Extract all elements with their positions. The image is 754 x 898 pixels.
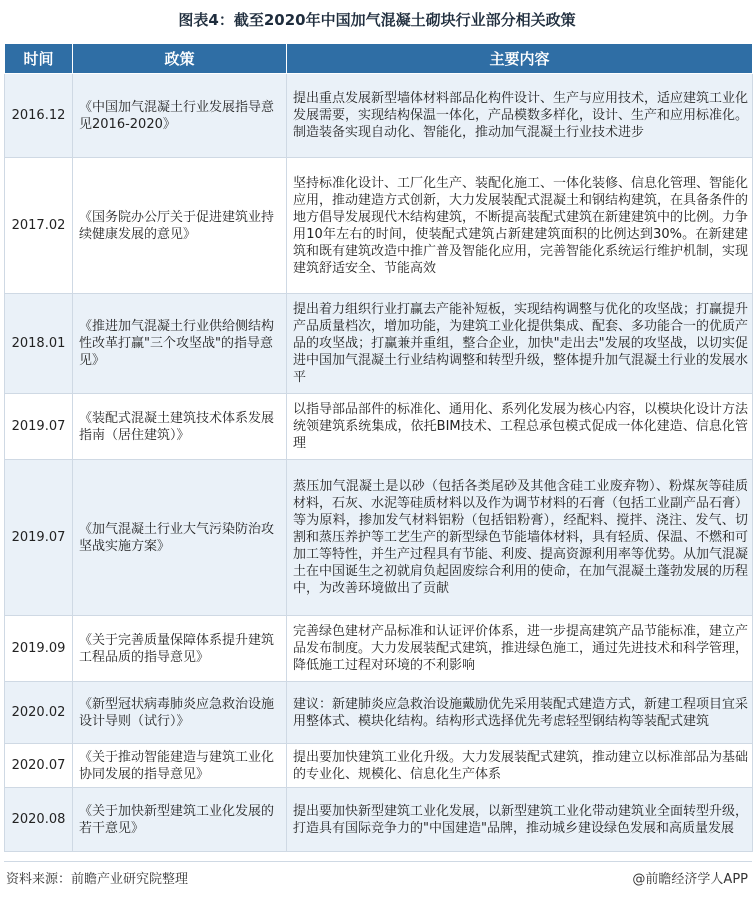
row-content: 以指导部品部件的标准化、通用化、系列化发展为核心内容，以模块化设计方法统领建筑系统集成，依托BIM技术、工程总承包模式促成一体化建造、信息化管理	[287, 394, 753, 460]
header-policy: 政策	[73, 44, 287, 74]
row-content: 提出要加快新型建筑工业化发展，以新型建筑工业化带动建筑业全面转型升级，打造具有国际竞争力的"中国建造"品牌，推动城乡建设绿色发展和高质量发展	[287, 788, 753, 852]
table-row	[5, 394, 753, 460]
brand-credit: @前瞻经济学人APP	[632, 872, 748, 887]
row-time: 2019.07	[5, 394, 73, 460]
row-time: 2020.02	[5, 682, 73, 744]
chart-title: 图表4：截至2020年中国加气混凝土砌块行业部分相关政策	[178, 11, 576, 29]
row-content: 提出重点发展新型墙体材料部品化构件设计、生产与应用技术，适应建筑工业化发展需要，实现结构保温一体化，产品模数多样化，设计、生产和应用标准化。制造装备实现自动化、智能化，推动加气混凝土行业技术进步	[287, 74, 753, 158]
source-note: 资料来源：前瞻产业研究院整理	[6, 872, 189, 887]
row-policy: 《装配式混凝土建筑技术体系发展指南（居住建筑）》	[73, 394, 287, 460]
row-time: 2020.07	[5, 744, 73, 788]
row-policy: 《关于推动智能建造与建筑工业化协同发展的指导意见》	[73, 744, 287, 788]
row-content: 提出着力组织行业打赢去产能补短板，实现结构调整与优化的攻坚战；打赢提升产品质量档次，增加功能，为建筑工业化提供集成、配套、多功能合一的优质产品的攻坚战；打赢兼并重组，整合企业，加快"走出去"发展的攻坚战，以切实促进中国加气混凝土行业结构调整和转型升级，整体提升加气混凝土行业的发展水平	[287, 294, 753, 394]
row-policy: 《新型冠状病毒肺炎应急救治设施设计导则（试行）》	[73, 682, 287, 744]
row-policy: 《加气混凝土行业大气污染防治攻坚战实施方案》	[73, 460, 287, 616]
row-content: 提出要加快建筑工业化升级。大力发展装配式建筑，推动建立以标准部品为基础的专业化、规模化、信息化生产体系	[287, 744, 753, 788]
row-policy: 《关于完善质量保障体系提升建筑工程品质的指导意见》	[73, 616, 287, 682]
table-row	[5, 158, 753, 294]
policy-table	[4, 43, 753, 852]
table-row	[5, 616, 753, 682]
row-content: 完善绿色建材产品标准和认证评价体系，进一步提高建筑产品节能标准，建立产品发布制度。大力发展装配式建筑，推进绿色施工，通过先进技术和科学管理，降低施工过程对环境的不利影响	[287, 616, 753, 682]
row-content: 蒸压加气混凝土是以砂（包括各类尾砂及其他含硅工业废弃物）、粉煤灰等硅质材料，石灰、水泥等硅质材料以及作为调节材料的石膏（包括工业副产品石膏）等为原料，掺加发气材料铝粉（包括铝粉膏），经配料、搅拌、浇注、发气、切割和蒸压养护等工艺生产的新型绿色节能墙体材料，具有轻质、保温、不燃和可加工等特性，并生产过程具有节能、利废、提高资源利用率等优势。从加气混凝土在中国诞生之初就肩负起固废综合利用的使命，在加气混凝土蓬勃发展的历程中，为改善环境做出了贡献	[287, 460, 753, 616]
row-policy: 《国务院办公厅关于促进建筑业持续健康发展的意见》	[73, 158, 287, 294]
row-time: 2016.12	[5, 74, 73, 158]
table-row	[5, 682, 753, 744]
table-row	[5, 294, 753, 394]
row-time: 2020.08	[5, 788, 73, 852]
row-time: 2018.01	[5, 294, 73, 394]
row-content: 坚持标准化设计、工厂化生产、装配化施工、一体化装修、信息化管理、智能化应用，推动建造方式创新，大力发展装配式混凝土和钢结构建筑，在具备条件的地方倡导发展现代木结构建筑，不断提高装配式建筑在新建建筑中的比例。力争用10年左右的时间，使装配式建筑占新建建筑面积的比例达到30%。在新建建筑和既有建筑改造中推广普及智能化应用，完善智能化系统运行维护机制，实现建筑舒适安全、节能高效	[287, 158, 753, 294]
row-time: 2017.02	[5, 158, 73, 294]
row-content: 建议：新建肺炎应急救治设施戴励优先采用装配式建造方式，新建工程项目宜采用整体式、模块化结构。结构形式选择优先考虑轻型钢结构等装配式建筑	[287, 682, 753, 744]
table-row	[5, 744, 753, 788]
row-policy: 《关于加快新型建筑工业化发展的若干意见》	[73, 788, 287, 852]
footer-divider	[4, 861, 752, 862]
row-policy: 《中国加气混凝土行业发展指导意见2016-2020》	[73, 74, 287, 158]
header-content: 主要内容	[287, 44, 753, 74]
table-row	[5, 74, 753, 158]
row-time: 2019.07	[5, 460, 73, 616]
row-policy: 《推进加气混凝土行业供给侧结构性改革打赢"三个攻坚战"的指导意见》	[73, 294, 287, 394]
header-time: 时间	[5, 44, 73, 74]
table-row	[5, 460, 753, 616]
row-time: 2019.09	[5, 616, 73, 682]
table-row	[5, 788, 753, 852]
table-header-row	[5, 44, 753, 74]
